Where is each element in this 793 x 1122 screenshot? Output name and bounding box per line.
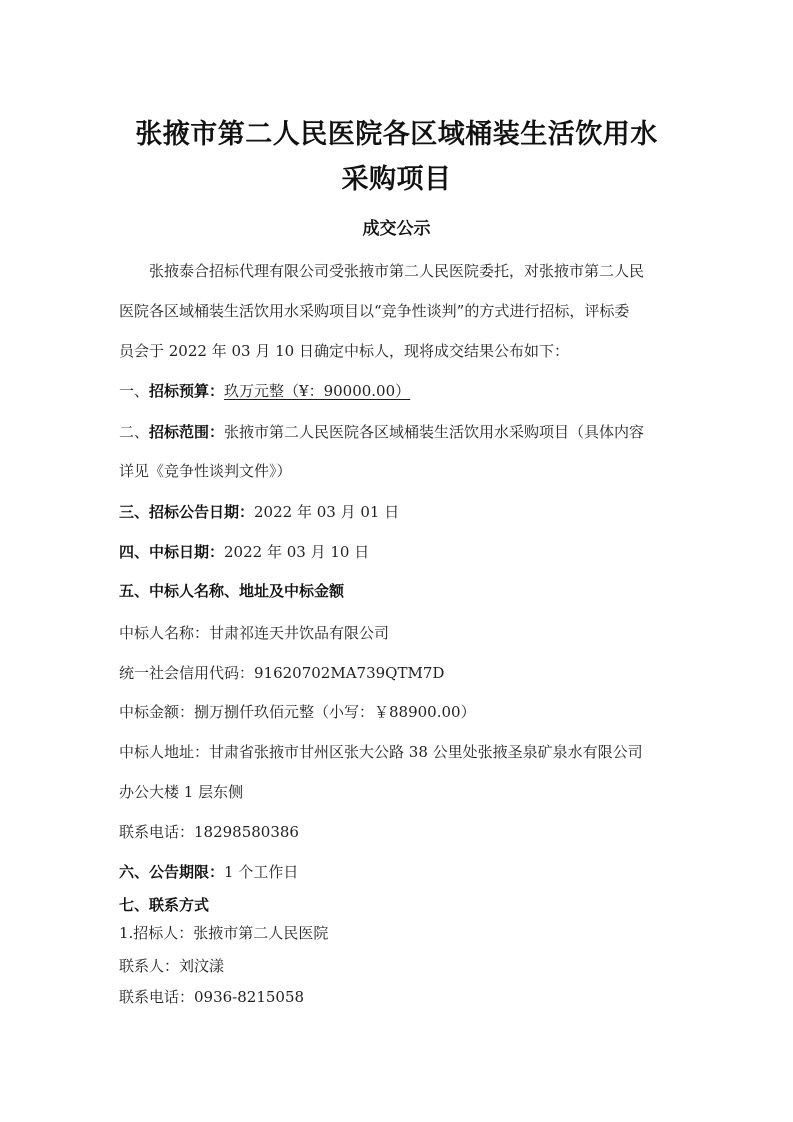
winner-name: 中标人名称：甘肃祁连天井饮品有限公司 xyxy=(119,624,390,642)
scope-row xyxy=(119,421,679,443)
award-date-value: 2022 年 03 月 10 日 xyxy=(224,543,370,561)
contact-heading: 七、联系方式 xyxy=(119,896,210,914)
scope-label: 招标范围： xyxy=(149,423,225,441)
winner-phone: 联系电话：18298580386 xyxy=(119,823,299,841)
contact-person: 联系人：刘汶漾 xyxy=(119,957,225,975)
document-title-line1: 张掖市第二人民医院各区域桶装生活饮用水 xyxy=(135,119,658,150)
intro-paragraph-line1: 张掖泰合招标代理有限公司受张掖市第二人民医院委托，对张掖市第二人民 xyxy=(149,262,645,280)
tenderer: 1.招标人：张掖市第二人民医院 xyxy=(119,924,329,942)
budget-label: 招标预算： xyxy=(149,382,225,400)
winner-heading: 五、中标人名称、地址及中标金额 xyxy=(119,582,345,600)
winner-address-line1: 中标人地址：甘肃省张掖市甘州区张大公路 38 公里处张掖圣泉矿泉水有限公司 xyxy=(119,743,643,761)
credit-code: 统一社会信用代码：91620702MA739QTM7D xyxy=(119,664,445,682)
budget-prefix: 一、 xyxy=(119,382,150,400)
announce-date-value: 2022 年 03 月 01 日 xyxy=(254,503,400,521)
period-value: 1 个工作日 xyxy=(224,863,299,881)
announce-date-label: 三、招标公告日期： xyxy=(119,503,255,521)
document-subtitle: 成交公示 xyxy=(362,219,431,239)
contact-phone: 联系电话：0936-8215058 xyxy=(119,988,305,1006)
intro-paragraph-line3: 员会于 2022 年 03 月 10 日确定中标人，现将成交结果公布如下： xyxy=(119,342,569,360)
period-label: 六、公告期限： xyxy=(119,863,225,881)
winning-amount: 中标金额：捌万捌仟玖佰元整（小写：￥88900.00） xyxy=(119,703,476,721)
winner-address-line2: 办公大楼 1 层东侧 xyxy=(119,783,244,801)
period-row xyxy=(119,861,679,883)
scope-value-line2: 详见《竞争性谈判文件》） xyxy=(119,462,292,480)
scope-prefix: 二、 xyxy=(119,423,150,441)
document-title-line2: 采购项目 xyxy=(341,164,452,195)
award-date-label: 四、中标日期： xyxy=(119,543,225,561)
intro-paragraph-line2: 医院各区域桶装生活饮用水采购项目以“竞争性谈判”的方式进行招标，评标委 xyxy=(119,302,630,320)
budget-row xyxy=(119,380,679,402)
budget-value: 玖万元整（¥：90000.00） xyxy=(224,382,411,400)
announce-date-row xyxy=(119,501,679,523)
scope-value-line1: 张掖市第二人民医院各区域桶装生活饮用水采购项目（具体内容 xyxy=(224,423,645,441)
award-date-row xyxy=(119,541,679,563)
